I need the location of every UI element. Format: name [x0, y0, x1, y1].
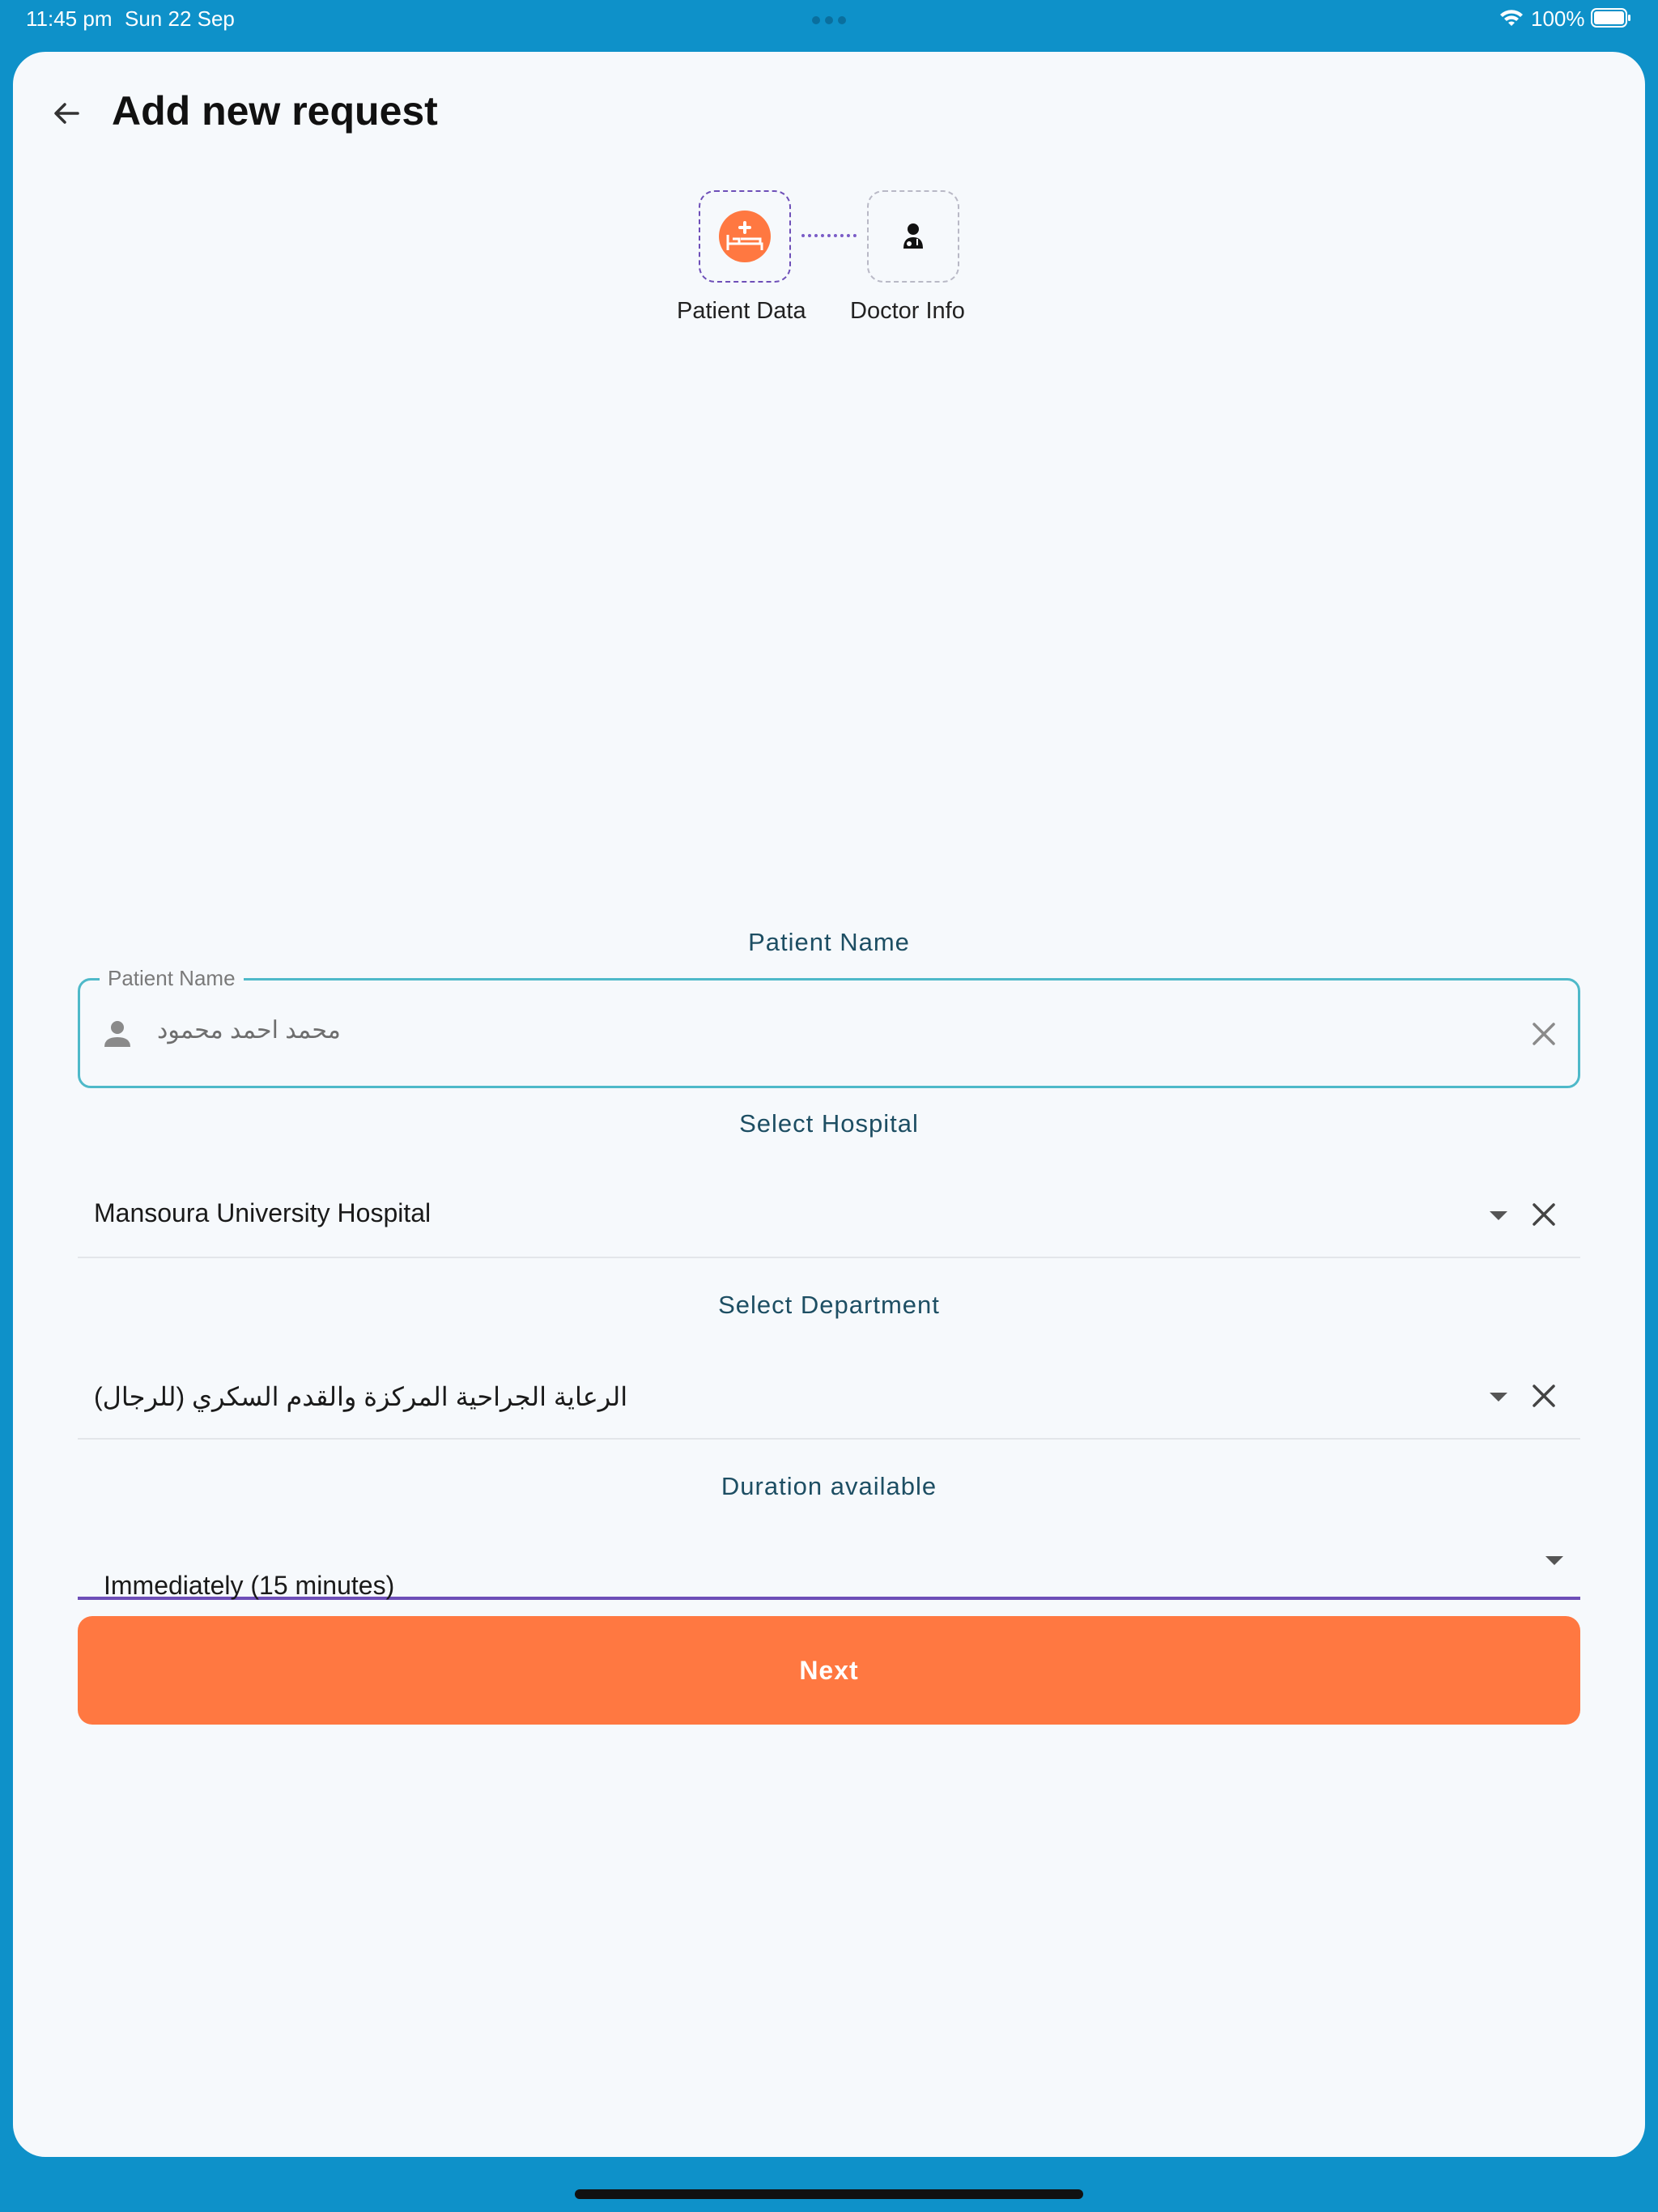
department-dropdown[interactable]: [78, 1354, 1580, 1440]
step-label-patient-data: Patient Data: [677, 298, 806, 324]
chevron-down-icon[interactable]: [1490, 1393, 1507, 1402]
duration-value: Immediately (15 minutes): [104, 1571, 395, 1600]
page-title: Add new request: [112, 88, 438, 134]
multitasking-dots-icon[interactable]: [812, 16, 846, 24]
clear-patient-name-icon[interactable]: [1528, 1018, 1560, 1050]
hospital-section-label: Select Hospital: [739, 1109, 919, 1138]
doctor-icon: [869, 192, 958, 281]
step-connector: [801, 234, 857, 237]
patient-name-section-label: Patient Name: [748, 928, 910, 956]
arrow-left-icon: [50, 97, 83, 130]
duration-dropdown[interactable]: [78, 1525, 1580, 1600]
patient-name-value: محمد احمد محمود: [157, 1017, 341, 1044]
step-patient-data[interactable]: [699, 190, 791, 283]
hospital-value: Mansoura University Hospital: [94, 1198, 432, 1227]
hospital-dropdown[interactable]: [78, 1172, 1580, 1258]
department-value: الرعاية الجراحية المركزة والقدم السكري (للرجال): [94, 1382, 628, 1411]
back-button[interactable]: [45, 92, 87, 134]
patient-name-field[interactable]: [78, 966, 1580, 1088]
patient-name-floating-label: Patient Name: [100, 966, 244, 991]
wifi-icon: [1499, 8, 1524, 28]
app-sheet: [13, 52, 1645, 2157]
chevron-down-icon[interactable]: [1545, 1556, 1563, 1565]
chevron-down-icon[interactable]: [1490, 1211, 1507, 1220]
battery-icon: [1591, 8, 1631, 28]
step-label-doctor-info: Doctor Info: [850, 298, 965, 324]
status-time: 11:45 pm: [26, 6, 113, 31]
clear-department-icon[interactable]: [1528, 1380, 1560, 1412]
status-date: Sun 22 Sep: [125, 6, 235, 31]
step-doctor-info[interactable]: [867, 190, 959, 283]
next-button[interactable]: Next: [78, 1616, 1580, 1725]
home-indicator[interactable]: [575, 2189, 1083, 2199]
battery-percentage: 100%: [1531, 6, 1585, 31]
hospital-bed-icon: [700, 192, 789, 281]
duration-section-label: Duration available: [721, 1472, 937, 1500]
department-section-label: Select Department: [718, 1291, 940, 1319]
person-icon: [101, 1018, 134, 1050]
status-bar: [0, 0, 1658, 49]
clear-hospital-icon[interactable]: [1528, 1198, 1560, 1231]
